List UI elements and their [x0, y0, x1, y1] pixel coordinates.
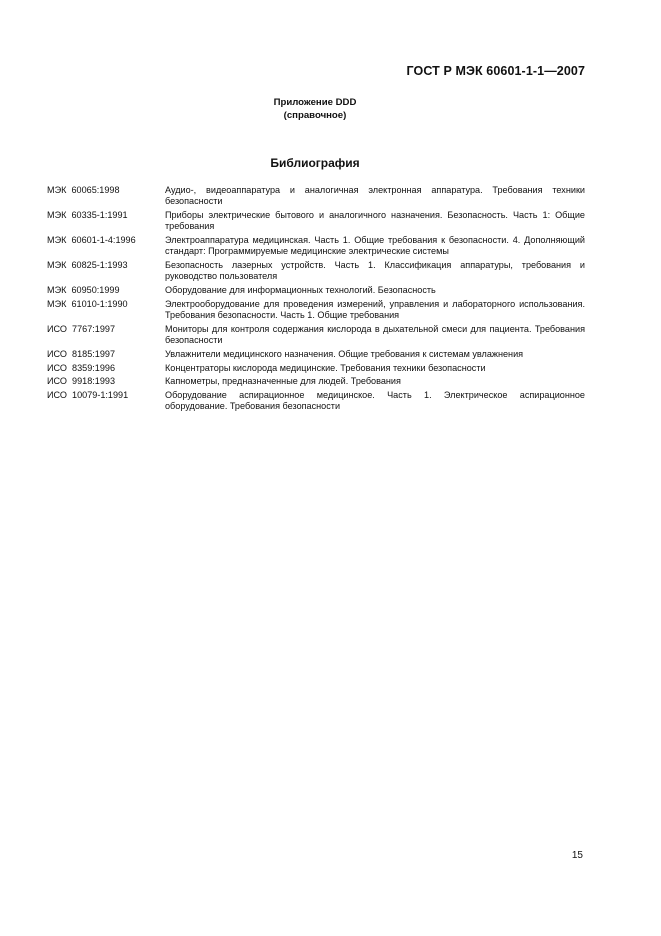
entry-reference: ИСО 7767:1997 — [47, 323, 116, 334]
entry-description: Концентраторы кислорода медицинские. Требования техники безопасности — [165, 362, 486, 373]
bibliography-entry — [47, 363, 585, 374]
entry-reference: ИСО 9918:1993 — [47, 376, 116, 387]
entry-reference: МЭК 60065:1998 — [47, 185, 120, 195]
entry-description: Увлажнители медицинского назначения. Общие требования к системам увлажнения — [165, 348, 524, 359]
bibliography-entry — [47, 376, 585, 387]
entry-reference: МЭК 60950:1999 — [47, 285, 120, 295]
entry-description: Оборудование для информационных технологий. Безопасность — [165, 285, 436, 295]
entry-description: Оборудование аспирационное медицинское. Часть 1. Электрическое аспирационное оборудование. Требования безопасности — [165, 390, 585, 412]
bibliography-entry — [47, 235, 585, 257]
entry-reference: ИСО 8359:1996 — [47, 362, 116, 373]
standard-code: ГОСТ Р МЭК 60601-1-1—2007 — [406, 64, 585, 78]
entry-description: Мониторы для контроля содержания кислорода в дыхательной смеси для пациента. Требования безопасности — [165, 323, 585, 345]
bibliography-entry — [47, 285, 585, 296]
bibliography-entry — [47, 299, 585, 321]
entry-description: Безопасность лазерных устройств. Часть 1. Классификация аппаратуры, требования и руководство пользователя — [165, 260, 585, 282]
page-number: 15 — [571, 850, 583, 861]
entry-description: Электрооборудование для проведения измерений, управления и лабораторного использования. Требования безопасности. Часть 1. Общие требования — [165, 298, 585, 320]
entry-reference: МЭК 61010-1:1990 — [47, 298, 128, 309]
bibliography-entry — [47, 324, 585, 346]
appendix-title: Приложение DDD — [273, 97, 357, 108]
appendix-subtitle: (справочное) — [283, 110, 347, 121]
bibliography-list — [47, 185, 585, 415]
entry-description: Приборы электрические бытового и аналогичного назначения. Безопасность. Часть 1: Общие требования — [165, 210, 585, 232]
entry-description: Капнометры, предназначенные для людей. Требования — [165, 376, 401, 387]
bibliography-title: Библиография — [270, 156, 360, 170]
entry-reference: ИСО 10079-1:1991 — [47, 390, 129, 401]
bibliography-entry — [47, 185, 585, 207]
entry-reference: МЭК 60601-1-4:1996 — [47, 235, 136, 245]
bibliography-entry — [47, 349, 585, 360]
entry-reference: МЭК 60335-1:1991 — [47, 210, 128, 220]
entry-reference: ИСО 8185:1997 — [47, 348, 116, 359]
bibliography-entry — [47, 390, 585, 412]
entry-description: Аудио-, видеоаппаратура и аналогичная электронная аппаратура. Требования техники безопасности — [165, 185, 585, 207]
entry-reference: МЭК 60825-1:1993 — [47, 260, 128, 270]
bibliography-entry — [47, 210, 585, 232]
appendix-heading — [0, 96, 630, 122]
entry-description: Электроаппаратура медицинская. Часть 1. Общие требования к безопасности. 4. Дополняющий стандарт: Программируемые медицинские электрические системы — [165, 235, 585, 257]
bibliography-entry — [47, 260, 585, 282]
